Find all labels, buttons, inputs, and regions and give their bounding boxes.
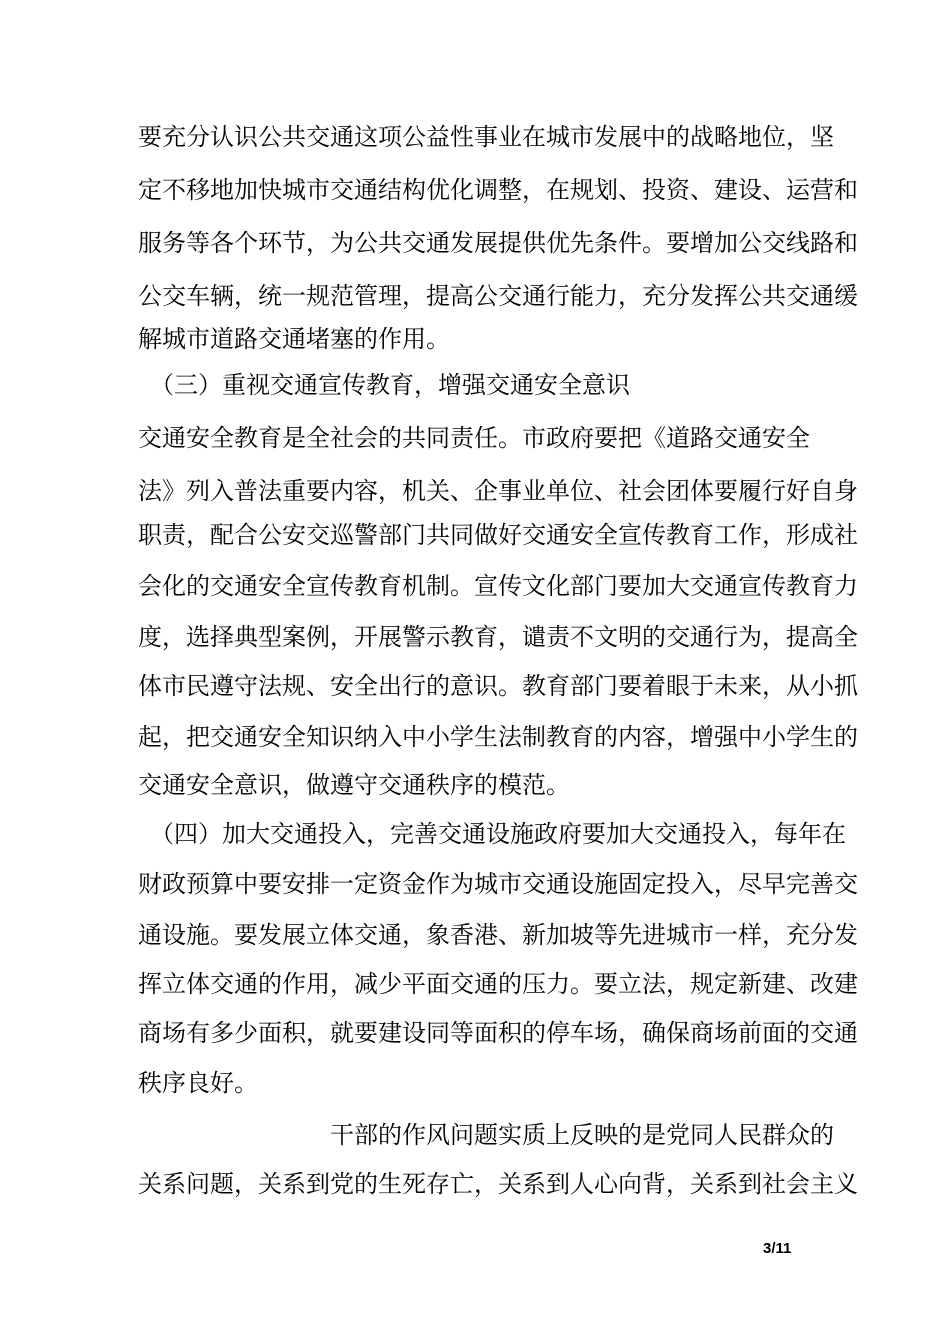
paragraph-line: 关系问题，关系到党的生死存亡，关系到人心向背，关系到社会主义 — [138, 1170, 858, 1198]
paragraph-line: 度，选择典型案例，开展警示教育，谴责不文明的交通行为，提高全 — [138, 623, 858, 651]
paragraph-line: 解城市道路交通堵塞的作用。 — [138, 325, 450, 353]
paragraph-line: 体市民遵守法规、安全出行的意识。教育部门要着眼于未来，从小抓 — [138, 672, 858, 700]
paragraph-line: 要充分认识公共交通这项公益性事业在城市发展中的战略地位，坚 — [138, 123, 834, 151]
paragraph-line: 干部的作风问题实质上反映的是党同人民群众的 — [330, 1121, 834, 1149]
paragraph-line: 服务等各个环节，为公共交通发展提供优先条件。要增加公交线路和 — [138, 229, 858, 257]
section-heading: （三）重视交通宣传教育，增强交通安全意识 — [150, 371, 630, 399]
paragraph-line: 挥立体交通的作用，减少平面交通的压力。要立法，规定新建、改建 — [138, 970, 858, 998]
paragraph-line: 定不移地加快城市交通结构优化调整，在规划、投资、建设、运营和 — [138, 176, 858, 204]
paragraph-line: 公交车辆，统一规范管理，提高公交通行能力，充分发挥公共交通缓 — [138, 282, 858, 310]
paragraph-line: 职责，配合公安交巡警部门共同做好交通安全宣传教育工作，形成社 — [138, 521, 858, 549]
page-number: 3/11 — [763, 1240, 792, 1257]
paragraph-line: 交通安全教育是全社会的共同责任。市政府要把《道路交通安全 — [138, 424, 810, 452]
paragraph-line: 交通安全意识，做遵守交通秩序的模范。 — [138, 771, 570, 799]
paragraph-line: 会化的交通安全宣传教育机制。宣传文化部门要加大交通宣传教育力 — [138, 572, 858, 600]
paragraph-line: 法》列入普法重要内容，机关、企事业单位、社会团体要履行好自身 — [138, 477, 858, 505]
paragraph-line: 通设施。要发展立体交通，象香港、新加坡等先进城市一样，充分发 — [138, 921, 858, 949]
section-heading: （四）加大交通投入，完善交通设施政府要加大交通投入，每年在 — [150, 820, 846, 848]
paragraph-line: 秩序良好。 — [138, 1069, 258, 1097]
paragraph-line: 财政预算中要安排一定资金作为城市交通设施固定投入，尽早完善交 — [138, 870, 858, 898]
paragraph-line: 起，把交通安全知识纳入中小学生法制教育的内容，增强中小学生的 — [138, 723, 858, 751]
paragraph-line: 商场有多少面积，就要建设同等面积的停车场，确保商场前面的交通 — [138, 1019, 858, 1047]
